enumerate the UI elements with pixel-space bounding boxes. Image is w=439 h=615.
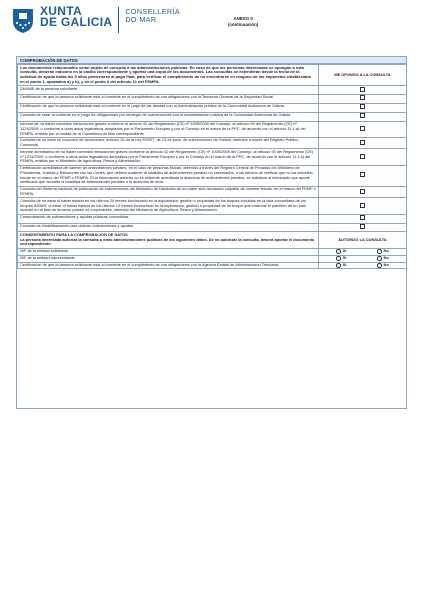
oppose-checkbox[interactable] bbox=[360, 113, 365, 118]
logo-divider bbox=[118, 7, 119, 33]
oppose-checkbox-cell bbox=[319, 198, 407, 214]
page-header bbox=[10, 6, 430, 40]
consult-row-label: Certificación de que la persona solicitante está al corriente en el pago de las deudas con la Administración pública de la Comunidad Autónoma de Galicia bbox=[18, 103, 319, 112]
consent-title: CONSENTIMIENTO PARA LA COMPROBACIÓN DE DATOS bbox=[20, 232, 128, 238]
consent-block bbox=[18, 232, 319, 248]
consent-row bbox=[18, 255, 407, 262]
radio-label-no: No bbox=[383, 248, 389, 254]
consult-row-label: Consulta del Sistema nacional de publicación de subvenciones del Ministerio de Hacienda de no haber sido declarado culpable de cometer fraude, en el marco del FEMP o FEMPA. bbox=[18, 186, 319, 198]
radio-option-no[interactable] bbox=[377, 249, 389, 254]
oppose-checkbox[interactable] bbox=[360, 224, 365, 229]
radio-option-yes[interactable] bbox=[336, 256, 346, 261]
intro-text: Los documentos relacionados serán objeto de consulta a las administraciones públicas. En caso de que las personas interesadas se opongan a esta consulta, deberán indicarlo en la casilla correspondiente y aportar una copia de los documentos. Las consultas se extenderán desde la fecha de la solicitud de ayuda hasta los 5 años posteriores al pago final, para verificar el cumplimiento de no encontrarse en ninguno de los supuestos establecidos en el punto 1, apartados a) y b), y en el punto 3 del artículo 11 del FEMPA. bbox=[18, 65, 319, 86]
consult-row-label: Informe acreditativo de no haber cometido infracciones graves conforme al artículo 42 del Reglamento (CE) nº 1005/2008 del Consejo, al artículo 90 del Reglamento (CE) nº 1224/2009, o conforme a otros actos legislativos adoptados por el Parlamento Europeo y por el Consejo en el marco de la PPC, de acuerdo con el artículo 11.1.a) del FEMPA, emitido por el Ministerio de Agricultura, Pesca y Alimentación bbox=[18, 149, 319, 165]
oppose-checkbox-cell bbox=[319, 121, 407, 137]
consult-row-label: Consulta de estar al corriente en el pago de obligaciones por reintegro de subvenciones con la Administración pública de la Comunidad Autónoma de Galicia bbox=[18, 112, 319, 121]
consult-row bbox=[18, 198, 407, 214]
consent-radio-cell bbox=[319, 255, 407, 262]
radio-label-no: No bbox=[383, 262, 389, 268]
oppose-column-header: ME OPONGO A LA CONSULTA bbox=[319, 65, 407, 86]
radio-option-yes[interactable] bbox=[336, 249, 346, 254]
oppose-checkbox-cell bbox=[319, 214, 407, 223]
data-check-table bbox=[17, 64, 407, 269]
consult-row bbox=[18, 149, 407, 165]
oppose-checkbox-cell bbox=[319, 137, 407, 149]
consult-row-label: Comprobación de subvenciones y ayudas públicas concedidas. bbox=[18, 214, 319, 223]
consult-row-label: Certificación de que la persona solicitante está al corriente en el cumplimiento de sus obligaciones con la Tesorería General de la Seguridad Social bbox=[18, 94, 319, 103]
radio-label-yes: Sí bbox=[342, 248, 347, 254]
oppose-checkbox-cell bbox=[319, 103, 407, 112]
radio-option-no[interactable] bbox=[377, 263, 389, 268]
logo-line-1: XUNTA bbox=[40, 4, 82, 18]
consent-row-label: NIF de la entidad representante. bbox=[18, 255, 319, 262]
authorize-column-header: AUTORIZO LA CONSULTA bbox=[319, 232, 407, 248]
consult-row bbox=[18, 214, 407, 223]
radio-option-yes[interactable] bbox=[336, 263, 346, 268]
radio-label-no: No bbox=[383, 255, 389, 261]
oppose-checkbox-cell bbox=[319, 112, 407, 121]
dept-line-1: CONSELLERÍA bbox=[125, 7, 181, 16]
radio-no[interactable] bbox=[377, 249, 382, 254]
consent-radio-cell bbox=[319, 248, 407, 255]
radio-yes[interactable] bbox=[336, 249, 341, 254]
consult-row-label: Certificación acreditativa de carecer de antecedentes penales, en el caso de personas físicas, obtenido a través del Registro Central de Penados del Ministerio de Presidencia, Justicia y Relaciones con las Cortes, que deberá contener la totalidad de antecedentes penales no cancelados, a los efectos de verificar que no ha cometido fraude en el marco del FEMP o FEMPA. Si la información anterior no se entiende acreditada la ausencia de antecedentes penales, se solicitará al interesado que aporte certificado que acredite la totalidad de antecedentes penales o la ausencia de ellos. bbox=[18, 165, 319, 186]
radio-no[interactable] bbox=[377, 263, 382, 268]
consent-row-label: NIF de la entidad solicitante. bbox=[18, 248, 319, 255]
consult-row-label: Consulta de no estar en concurso de acreedores, artículo 10 de la Ley 9/2007, de 13 de junio, de subvenciones de Galicia, obtenido a través del Registro Público Concursal. bbox=[18, 137, 319, 149]
consent-row-label: Certificación de que la persona solicitante está al corriente en el cumplimiento de sus obligaciones con la Agencia Estatal de Administración Tributaria. bbox=[18, 262, 319, 269]
consult-row-label: Consulta de inhabilitaciones para obtener subvenciones y ayudas. bbox=[18, 223, 319, 232]
consent-text: La persona interesada autoriza la consulta a otras administraciones públicas de los siguientes datos. De no autorizar la consulta, deberá aportar el documento correspondiente. bbox=[20, 236, 315, 247]
radio-no[interactable] bbox=[377, 256, 382, 261]
anexo-heading: ANEXO II bbox=[233, 16, 253, 21]
oppose-checkbox[interactable] bbox=[360, 104, 365, 109]
consult-row bbox=[18, 121, 407, 137]
radio-yes[interactable] bbox=[336, 256, 341, 261]
oppose-checkbox-cell bbox=[319, 223, 407, 232]
consult-row bbox=[18, 86, 407, 95]
consult-row bbox=[18, 137, 407, 149]
consent-radio-cell bbox=[319, 262, 407, 269]
radio-option-no[interactable] bbox=[377, 256, 389, 261]
oppose-checkbox[interactable] bbox=[360, 126, 365, 131]
consult-row bbox=[18, 165, 407, 186]
consult-row-label: Informe de no haber cometido infracciones graves conforme al artículo 42 del Reglamento (CE) nº 1005/2008 del Consejo, al artículo 90 del Reglamento (CE) nº 1224/2009, o conforme a otros actos legislativos adoptados por el Parlamento Europeo y por el Consejo en el marco de la PPC, de acuerdo con el artículo 11.1.a) del FEMPA, emitido por la unidad de la Consellería do Mar correspondiente bbox=[18, 121, 319, 137]
oppose-checkbox[interactable] bbox=[360, 140, 365, 145]
oppose-checkbox[interactable] bbox=[360, 154, 365, 159]
oppose-checkbox-cell bbox=[319, 94, 407, 103]
dept-line-2: DO MAR bbox=[125, 15, 157, 24]
radio-label-yes: Sí bbox=[342, 262, 347, 268]
consent-row bbox=[18, 262, 407, 269]
data-check-form bbox=[16, 56, 407, 409]
radio-yes[interactable] bbox=[336, 263, 341, 268]
consult-row bbox=[18, 94, 407, 103]
anexo-subheading: (continuación) bbox=[228, 21, 259, 27]
galicia-crest-icon bbox=[10, 6, 36, 34]
oppose-checkbox[interactable] bbox=[360, 203, 365, 208]
consult-row-label: DNI/NIE de la persona solicitante bbox=[18, 86, 319, 95]
oppose-checkbox-cell bbox=[319, 186, 407, 198]
consent-row bbox=[18, 248, 407, 255]
intro-row bbox=[18, 65, 407, 86]
oppose-checkbox[interactable] bbox=[360, 189, 365, 194]
radio-label-yes: Sí bbox=[342, 255, 347, 261]
logo-line-2: DE GALICIA bbox=[40, 15, 113, 29]
oppose-checkbox[interactable] bbox=[360, 95, 365, 100]
oppose-checkbox[interactable] bbox=[360, 172, 365, 177]
section-title: COMPROBACIÓN DE DATOS bbox=[17, 57, 406, 64]
consult-row bbox=[18, 112, 407, 121]
consult-row bbox=[18, 103, 407, 112]
oppose-checkbox[interactable] bbox=[360, 87, 365, 92]
consult-row bbox=[18, 186, 407, 198]
oppose-checkbox-cell bbox=[319, 165, 407, 186]
oppose-checkbox-cell bbox=[319, 149, 407, 165]
oppose-checkbox[interactable] bbox=[360, 215, 365, 220]
consult-row bbox=[18, 223, 407, 232]
anexo-title bbox=[228, 16, 258, 27]
consult-row-label: Consulta de no estar ni haber estado en los últimos 24 meses involucrado en la explotación, gestión o propiedad de los buques incluidos en la lista comunitaria de los buques INDNR; ni estar, ni haber estado en los últimos 12 meses involucrado en la explotación, gestión o propiedad de un buque que enarbole el pabellón de un país incluido en la lista de terceros países no cooperantes, obtenido del Ministerio de Agricultura, Pesca y Alimentación. bbox=[18, 198, 319, 214]
xunta-logo bbox=[10, 6, 180, 34]
oppose-checkbox-cell bbox=[319, 86, 407, 95]
consent-header-row bbox=[18, 232, 407, 248]
